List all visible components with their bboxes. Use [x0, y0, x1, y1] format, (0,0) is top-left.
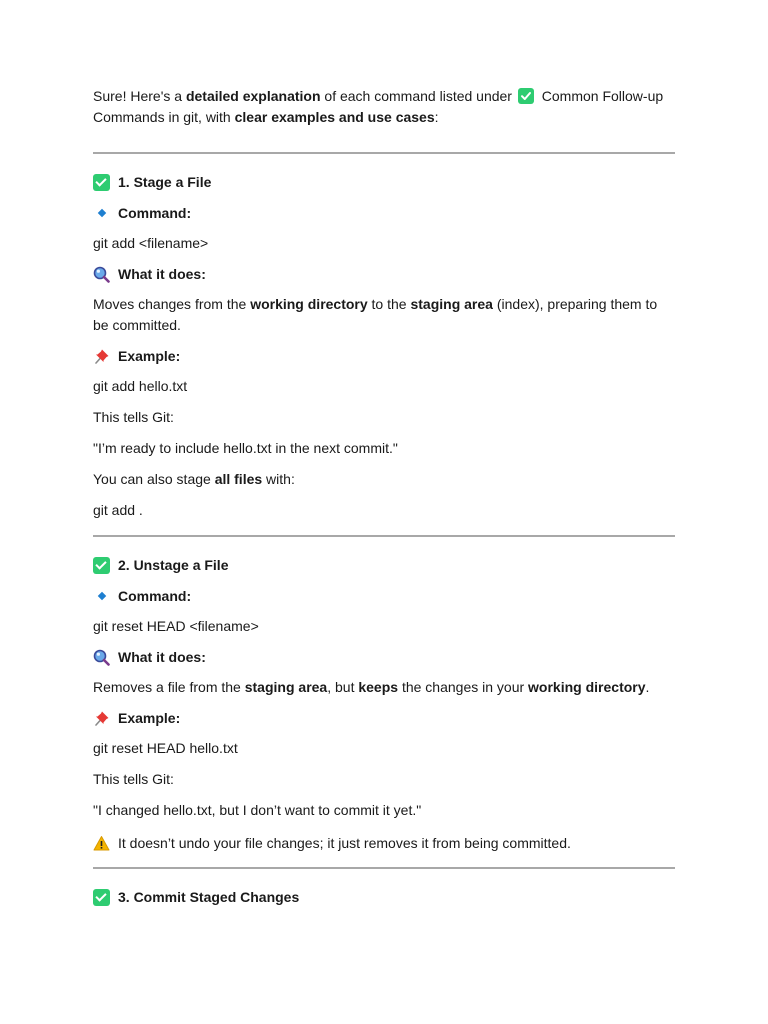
blue-diamond-icon: [93, 588, 110, 605]
intro-bold: clear examples and use cases: [234, 109, 435, 125]
blue-diamond-icon: [93, 205, 110, 222]
intro-text: :: [434, 109, 439, 125]
example-label: Example:: [118, 348, 181, 364]
section-heading: [93, 172, 675, 192]
section-title: 3. Commit Staged Changes: [118, 889, 300, 905]
command-subheading: [93, 586, 675, 606]
what-label: What it does:: [118, 266, 206, 282]
example-command: git add hello.txt: [93, 378, 188, 394]
check-box-icon: [93, 889, 110, 906]
intro-bold: detailed explanation: [185, 88, 321, 104]
section-title: 1. Stage a File: [118, 174, 212, 190]
intro-text: Common Follow-up Commands in git, with: [93, 88, 664, 125]
example-subheading: [93, 346, 675, 366]
quote-text: "I changed hello.txt, but I don’t want to commit it yet.": [93, 802, 422, 818]
command-text: git reset HEAD <filename>: [93, 618, 259, 634]
tells-text: This tells Git:: [93, 771, 174, 787]
command-text: git add <filename>: [93, 235, 209, 251]
document-content: [93, 86, 675, 918]
check-box-icon: [93, 174, 110, 191]
command-label: Command:: [118, 205, 192, 221]
also-text: You can also stage all files with:: [93, 471, 295, 487]
section-heading: [93, 887, 675, 907]
warning-note: [93, 833, 675, 853]
section-commit-staged: [93, 869, 675, 907]
magnifying-glass-icon: [93, 649, 110, 666]
what-description: Removes a file from the staging area, but keeps the changes in your working directory.: [93, 679, 650, 695]
section-title: 2. Unstage a File: [118, 557, 229, 573]
example-label: Example:: [118, 710, 181, 726]
intro-text: of each command listed under: [320, 88, 516, 104]
also-command: git add .: [93, 502, 143, 518]
example-command: git reset HEAD hello.txt: [93, 740, 238, 756]
section-unstage-file: [93, 537, 675, 853]
intro-text: Sure! Here's a: [93, 88, 186, 104]
example-subheading: [93, 708, 675, 728]
pushpin-icon: [93, 710, 110, 727]
check-box-icon: [518, 88, 534, 104]
intro-paragraph: [93, 86, 675, 128]
what-label: What it does:: [118, 649, 206, 665]
command-subheading: [93, 203, 675, 223]
warning-text: It doesn’t undo your file changes; it just removes it from being committed.: [118, 835, 571, 851]
section-stage-file: [93, 154, 675, 521]
section-heading: [93, 555, 675, 575]
pushpin-icon: [93, 348, 110, 365]
what-subheading: [93, 647, 675, 667]
what-subheading: [93, 264, 675, 284]
warning-icon: [93, 835, 110, 852]
command-label: Command:: [118, 588, 192, 604]
quote-text: "I’m ready to include hello.txt in the next commit.": [93, 440, 398, 456]
tells-text: This tells Git:: [93, 409, 174, 425]
magnifying-glass-icon: [93, 266, 110, 283]
what-description: Moves changes from the working directory to the staging area (index), preparing them to be committed.: [93, 296, 658, 333]
check-box-icon: [93, 557, 110, 574]
